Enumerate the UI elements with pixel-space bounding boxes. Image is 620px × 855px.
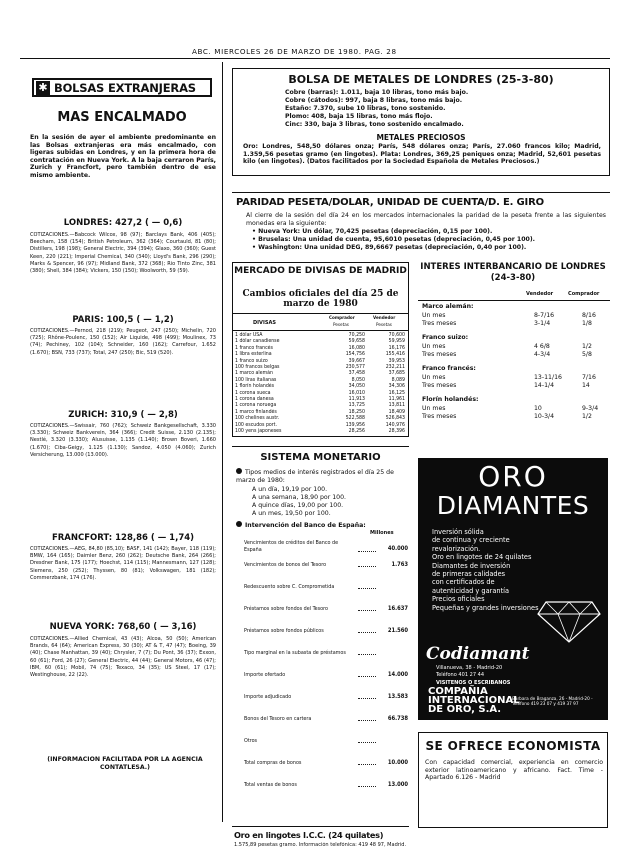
divisas-sell: 140,976 [385,421,405,428]
interbancario-vendedor: 10-3/4 [534,413,555,420]
monetario-item-label: Vencimientos de bonos del Tesoro [244,562,327,569]
section-title-nueva-york: NUEVA YORK: 768,60 ( — 3,16) [49,622,197,632]
divisas-buy: 16,080 [348,344,365,351]
interbancario-title: INTERES INTERBANCARIO DE LONDRES (24-3-80) [420,262,606,283]
monetario-item-value: 40.000 [387,546,408,553]
interbancario-vendedor: 13-11/16 [534,374,562,381]
interbancario-comprador: 7/16 [582,374,596,381]
ad-copy-line: con certificados de [432,578,495,587]
divisas-sell: 16,125 [388,389,405,396]
metales-subtitle: METALES PRECIOSOS [376,133,466,142]
section-title-paris: PARIS: 100,5 ( — 1,2) [72,315,174,325]
interbancario-col-vendedor: Vendedor [526,291,554,297]
interbancario-vendedor: 4 6/8 [534,343,550,350]
monetario-item-dots [358,566,376,567]
oro-bar-text: 1.575,89 pesetas gramo. Información telefónica: 419 48 97, Madrid. [234,842,407,848]
monetario-item-label: Redescuento sobre C. Comprometida [244,584,335,590]
ad-company-1: COMPAÑIA [428,686,488,697]
asterisk-icon: ✱ [36,81,50,95]
ad-copy-line: Pequeñas y grandes inversiones [432,603,539,612]
interbancario-term: Tres meses [422,382,457,389]
monetario-item-value: 10.000 [387,760,408,766]
monetario-unit: Millones [370,530,394,536]
ad-contact: Bárbara de Braganza, 26 - Madrid-20 - Teléfono 419 23 07 y 419 37 97 [512,696,593,707]
divisas-sell: 28,396 [388,428,405,434]
monetario-item [244,782,408,789]
ad-copy-line: Oro en lingotes de 24 quilates [432,553,532,562]
divisas-name: 1 florín holandés [235,383,275,390]
divisas-name: 1 corona noruega [235,402,277,409]
interbancario-term: Tres meses [422,320,457,327]
divisas-sell: 34,306 [388,383,405,390]
interbancario-comprador: 14 [582,382,590,389]
divisas-name: 1 corona danesa [235,396,274,402]
interbancario-row [422,405,608,413]
divisas-name: 1 marco alemán [235,370,273,377]
paridad-line: • Washington: Una unidad DEG, 89,6667 pesetas (depreciación, 0,40 por 100). [252,244,527,251]
divisas-subtitle: Cambios oficiales del día 25 de marzo de 1980 [242,289,399,309]
monetario-item-dots [358,654,376,655]
interbancario-term: Un mes [422,312,446,319]
interbancario-vendedor: 3-1/4 [534,320,551,327]
monetario-item-value: 13.583 [387,694,408,700]
interbancario-term: Tres meses [422,413,457,420]
interbancario-term: Tres meses [422,351,457,358]
monetario-item-value: 16.637 [387,606,408,612]
monetario-rate: A un día, 19,19 por 100. [252,486,328,493]
ad-copy-line: autenticidad y garantía [432,586,510,595]
interbancario-row [422,343,608,351]
header-rule [20,58,610,59]
divisas-box [232,262,409,437]
monetario-item-label: Tipo marginal en la subasta de préstamos [244,650,346,656]
monetario-item [244,672,408,679]
divisas-buy: 34,050 [348,383,365,390]
divisas-buy: 28,256 [348,428,365,434]
divisas-sell: 16,176 [388,344,405,351]
divisas-buy: 59,658 [348,338,365,345]
divisas-sell: 8,089 [391,376,405,383]
interbancario-row [422,413,608,421]
interbancario-row [422,312,608,320]
monetario-item-value: 14.000 [387,672,408,678]
metales-line: Cobre (barras): 1.011, baja 10 libras, tono más bajo. [285,89,469,96]
divisas-name: 100 escudos port. [235,421,277,428]
economista-text: Con capacidad comercial, experiencia en comercio exterior latinoamericano y africano. Fact. Time - Apartado 6.126 - Madrid [425,759,603,782]
metales-title: BOLSA DE METALES DE LONDRES (25-3-80) [288,73,554,86]
interbancario-term: Un mes [422,343,446,350]
ad-visit: VISITENOS O ESCRIBANOS [436,680,511,686]
divisas-name: 100 chelines austr. [235,415,280,422]
section-body-londres: COTIZACIONES.—Babcock Wilcox, 98 (97); Barclays Bank, 406 (405); Beecham, 158 (154); British Petroleum, 362 (364); Courtauld, 81 (80); Distillers, 198 (198); General Electric, 394 (394); Glaxo, 360 (360); Guest Keen, 220 (221); Imperial Chemical, 340 (340); Lloyd's Bank, 296 (290); Marks & Spencer, 96 (97); Midland Bank, 372 (368); Rio Tinto Zinc, 381 (380); Shell, 384 (384); Vickers, 150 (150); Woolworth, 59 (59). [30,232,216,275]
monetario-item-label: Total ventas de bonos [244,782,297,789]
monetario-item-label: Importe ofertado [244,672,286,679]
divisas-buy: 522,588 [345,415,365,422]
ad-address: Villanueva, 38 - Madrid-20 [436,665,503,671]
monetario-rate: A una semana, 18,90 por 100. [252,494,346,501]
monetario-rate: A quince días, 19,00 por 100. [252,502,344,509]
ad-phone: Teléfono 401 27 44 [436,672,485,678]
divisas-name: 1 franco suizo [235,357,268,364]
section-title-francfort: FRANCFORT: 128,86 ( — 1,74) [51,533,195,543]
divisas-sell: 11,961 [388,396,405,402]
divisas-title: MERCADO DE DIVISAS DE MADRID [234,266,407,276]
interbancario-row [422,374,608,382]
monetario-item-dots [358,764,376,765]
divisas-buy: 37,458 [348,370,365,377]
left-headline: MAS ENCALMADO [57,110,187,125]
ad-brand-logo: Codiamant [426,644,530,664]
metales-precious: Oro: Londres, 548,50 dólares onza; París, 548 dólares onza; París, 27.060 francos kilo; Madrid, 1.359,56 pesetas gramo (en lingotes). Plata: Londres, 369,25 peniques onza; Madrid, 52,601 pesetas kilo (en lingotes). (Datos facilitados por la Sociedad Española de Metales Preciosos.) [243,143,601,166]
metales-line: Cinc: 330, baja 3 libras, tono sostenido encalmado. [285,121,464,128]
interbancario-vendedor: 8-7/16 [534,312,555,319]
divisas-name: 100 liras italianas [235,376,277,383]
divisas-sell: 70,600 [388,332,405,338]
ad-copy-line: de primeras calidades [432,570,506,578]
economista-title: SE OFRECE ECONOMISTA [425,739,601,753]
divisas-name: 1 corona sueca [235,389,271,396]
interbancario-comprador: 1/2 [582,343,592,350]
interbancario-row [422,382,608,390]
ad-line-oro: ORO [478,460,548,493]
interbancario-comprador: 1/2 [582,413,592,420]
divisas-name: 100 francos belgas [235,364,280,370]
metales-line: Plomo: 408, baja 15 libras, tono más flojo. [285,113,433,120]
interbancario-comprador: 8/16 [582,312,596,319]
section-body-francfort: COTIZACIONES.—AEG, 84,80 (85,10); BASF, 141 (142); Bayer, 118 (119); BMW, 164 (165); Daimler Benz, 260 (262); Deutsche Bank, 264 (266); Dresdner Bank, 175 (177); Hoechst, 114 (115); Mannesmann, 127 (128); Siemens, 250 (252); Thyssen, 80 (81); Volkswagen, 181 (182); Commerzbank, 174 (176). [30,546,216,581]
page-header: ABC. MIERCOLES 26 DE MARZO DE 1980. PAG. 28 [192,47,397,56]
monetario-bullet-2 [236,521,408,530]
monetario-item-dots [358,551,376,552]
interbancario-vendedor: 10 [534,405,542,412]
paridad-body: Al cierre de la sesión del día 24 en los mercados internacionales la paridad de la peseta frente a las siguientes monedas era la siguiente: [246,212,606,227]
oro-diamantes-ad [418,458,608,720]
divisas-sell: 37,685 [388,370,405,377]
section-title-londres: LONDRES: 427,2 ( — 0,6) [63,218,183,228]
divisas-name: 1 marco finlandés [235,408,277,415]
monetario-title: SISTEMA MONETARIO [260,452,381,463]
divisas-buy: 39,667 [348,357,365,364]
monetario-bullet-2-text: Intervención del Banco de España: [245,522,366,529]
interbancario-term: Un mes [422,405,446,412]
oro-bar-title: Oro en lingotes I.C.C. (24 quilates) [234,830,384,840]
monetario-item [244,738,408,745]
divisas-col-unit: Pesetas [333,323,349,328]
monetario-item [244,584,408,591]
interbancario-comprador: 1/8 [582,320,592,327]
interbancario-vendedor: 14-1/4 [534,382,555,389]
monetario-item-label: Importe adjudicado [244,694,292,701]
ad-company-3: DE ORO, S.A. [428,704,502,715]
divisas-col-vendedor: Vendedor [373,316,396,321]
divisas-name: 100 yens japoneses [235,428,282,434]
divisas-sell: 232,211 [385,364,405,370]
metales-line: Estaño: 7.370, sube 10 libras, tono sostenido. [285,105,446,112]
divisas-name: 1 franco francés [235,344,273,351]
divisas-sell: 18,409 [388,408,405,415]
divisas-col-comprador: Comprador [329,316,355,321]
bullet-icon [236,521,242,527]
interbancario-comprador: 5/8 [582,351,592,358]
monetario-rate: A un mes, 19,50 por 100. [252,510,331,517]
divisas-sell: 13,811 [388,402,405,409]
monetario-item [244,716,408,723]
monetario-item-value: 1.763 [391,562,408,568]
ad-copy-line: Precios oficiales [432,595,485,604]
monetario-item-dots [358,676,376,677]
monetario-item-dots [358,632,376,633]
divisas-sell: 526,843 [385,415,405,422]
divisas-buy: 230,577 [345,364,365,370]
paridad-line: • Nueva York: Un dólar, 70,425 pesetas (depreciación, 0,15 por 100). [252,228,493,235]
divisas-sell: 155,416 [385,351,405,358]
left-footer-note: (INFORMACION FACILITADA POR LA AGENCIA CONTATLESA.) [47,756,203,771]
section-body-zurich: COTIZACIONES.—Swissair, 760 (762); Schweiz Bankgesellschaft, 3.330 (3.330); Schweiz Bankverein, 364 (366); Credit Suisse, 2.130 (2.135); Nestlé, 3.320 (3.330); Alusuisse, 1.135 (1.140); Brown Boveri, 1.660 (1.670); Ciba-Geigy, 1.125 (1.130); Sandoz, 4.050 (4.060); Zurich Versicherung, 13.000 (13.000). [30,423,216,458]
diamond-icon [536,598,602,644]
interbancario-col-comprador: Comprador [568,291,600,297]
divisas-sell: 59,959 [388,338,405,345]
divisas-buy: 70,250 [348,332,365,338]
divisas-name: 1 libra esterlina [235,351,272,358]
left-intro: En la sesión de ayer el ambiente predominante en las Bolsas extranjeras era más encalmado, con ligeras subidas en Londres, y en la primera hora de contratación en Nueva York. A la baja cerraron París, Zurich y Francfort, pero también dentro de ese mismo ambiente. [30,134,216,179]
ad-copy-line: Inversión sólida [432,528,484,536]
ad-copy-line: revalorización. [432,544,481,553]
monetario-item-dots [358,786,376,787]
monetario-item-label: Préstamos sobre fondos del Tesoro [244,606,328,613]
monetario-bullet-1-text: Tipos medios de interés registrados el día 25 de marzo de 1980: [236,469,394,484]
bolsas-banner [32,78,212,97]
interbancario-term: Un mes [422,374,446,381]
interbancario-row [422,320,608,328]
divisas-buy: 11,913 [348,396,365,402]
monetario-item-value: 21.560 [387,628,408,634]
monetario-item [244,650,408,657]
ad-company-2: INTERNACIONAL [428,695,520,706]
interbancario-row [422,351,608,359]
divisas-buy: 8,050 [351,376,365,383]
section-title-zurich: ZURICH: 310,9 ( — 2,8) [68,410,178,420]
interbancario-group-name: Franco francés: [422,365,476,372]
monetario-item-label: Vencimientos de créditos del Banco de España [244,540,339,553]
paridad-line: • Bruselas: Una unidad de cuenta, 95,6010 pesetas (depreciación, 0,45 por 100). [252,236,535,243]
ad-copy-line: de continua y creciente [432,536,510,545]
interbancario-vendedor: 4-3/4 [534,351,551,358]
divisas-col-header: DIVISAS [253,320,276,326]
economista-box [418,732,608,828]
monetario-item-label: Préstamos sobre fondos públicos [244,628,324,635]
paridad-title: PARIDAD PESETA/DOLAR, UNIDAD DE CUENTA/D. E. GIRO [236,197,544,208]
monetario-item [244,606,408,613]
divisas-buy: 16,010 [348,389,365,396]
monetario-item-dots [358,698,376,699]
metales-box [232,68,610,176]
divisas-buy: 139,956 [345,421,365,428]
divisas-name: 1 dólar USA [235,332,263,338]
interbancario-comprador: 9-3/4 [582,405,599,412]
monetario-item [244,694,408,701]
monetario-item [244,562,408,569]
divisas-buy: 154,756 [345,351,365,358]
monetario-item [244,628,408,635]
divisas-buy: 13,725 [348,402,365,409]
interbancario-group-name: Franco suizo: [422,334,469,341]
monetario-item-dots [358,588,376,589]
monetario-item-dots [358,610,376,611]
monetario-item [244,540,408,554]
divisas-col-unit: Pesetas [376,323,392,328]
bullet-icon [236,468,242,474]
divisas-buy: 18,250 [348,408,365,415]
section-body-paris: COTIZACIONES.—Pernod, 218 (219); Peugeot, 247 (250); Michelin, 720 (725); Rhône-Poulenc, 150 (152); Air Liquide, 498 (499); Moulinex, 73 (74); Pechiney, 102 (104); Schneider, 160 (162); Carrefour, 1.652 (1.670); BSN, 733 (737); Total, 247 (250); Bic, 519 (520). [30,328,216,356]
paridad-rule-top [232,192,610,193]
ad-line-diamantes: DIAMANTES [436,491,590,520]
interbancario-group-name: Marco alemán: [422,303,474,310]
monetario-item [244,760,408,767]
monetario-item-label: Total compras de bonos [244,760,302,767]
interbancario-group-name: Florín holandés: [422,396,479,403]
metales-line: Cobre (cátodos): 997, baja 8 libras, tono más bajo. [285,97,463,104]
left-column-rule [222,62,223,822]
divisas-sell: 39,953 [388,357,405,364]
section-body-nueva-york: COTIZACIONES.—Allied Chemical, 43 (43); Alcoa, 50 (50); American Brands, 64 (64); American Express, 30 (30); AT & T, 47 (47); Boeing, 39 (40); Chase Manhattan, 39 (40); Chrysler, 7 (7); Du Pont, 36 (37); Exxon, 60 (61); Ford, 26 (27); General Electric, 44 (44); General Motors, 46 (47); IBM, 60 (61); Mobil, 74 (75); Texaco, 34 (35); US Steel, 17 (17); Westinghouse, 22 (22). [30,636,216,679]
monetario-item-dots [358,742,376,743]
monetario-item-label: Otros [244,738,258,744]
monetario-item-dots [358,720,376,721]
monetario-item-value: 66.738 [387,716,408,722]
monetario-item-value: 13.000 [387,782,408,788]
bolsas-banner-title: BOLSAS EXTRANJERAS [54,81,196,95]
divisas-name: 1 dólar canadiense [235,338,280,345]
monetario-bullet-1 [236,468,408,484]
ad-copy-line: Diamantes de inversión [432,561,511,570]
divisas-row [235,428,407,434]
monetario-item-label: Bonos del Tesoro en cartera [244,716,312,723]
